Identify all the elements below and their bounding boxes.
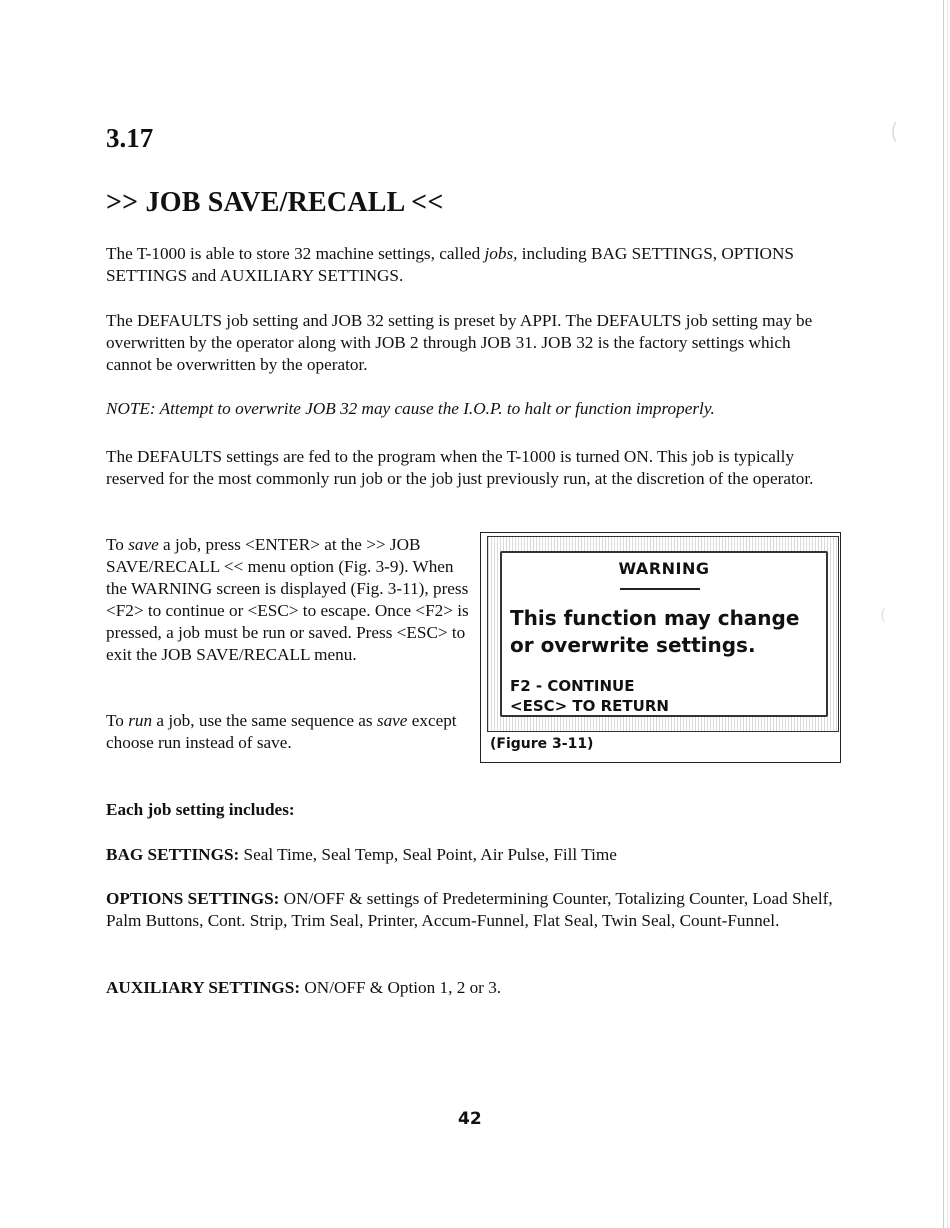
intro-text: The T-1000 is able to store 32 machine settings, called xyxy=(106,244,485,263)
run-term: run xyxy=(128,711,153,730)
includes-heading: Each job setting includes: xyxy=(106,800,295,819)
warning-title: WARNING xyxy=(618,559,710,578)
warning-screen xyxy=(487,536,839,732)
return-key-label: <ESC> TO RETURN xyxy=(510,697,669,715)
scan-mark: ( xyxy=(880,605,887,624)
intro-paragraph-1 xyxy=(106,243,836,287)
warning-screen-panel xyxy=(500,551,828,717)
intro-paragraph-3: The DEFAULTS settings are fed to the program when the T-1000 is turned ON. This job is typically reserved for the most commonly run job or the job just previously run, at the discretion of the operator. xyxy=(106,447,814,488)
save-term: save xyxy=(376,711,408,730)
section-number: 3.17 xyxy=(106,123,154,153)
warning-message: This function may change or overwrite settings. xyxy=(510,606,800,657)
run-instructions xyxy=(106,710,476,754)
figure-caption: (Figure 3-11) xyxy=(490,736,594,752)
scan-mark: ( xyxy=(890,120,899,145)
scan-edge-line xyxy=(947,0,948,1228)
intro-paragraph-2: The DEFAULTS job setting and JOB 32 setting is preset by APPI. The DEFAULTS job setting may be overwritten by the operator along with JOB 2 through JOB 31. JOB 32 is the factory settings which cannot be overwritten by the operator. xyxy=(106,311,813,374)
bag-settings-label: BAG SETTINGS: xyxy=(106,845,240,864)
auxiliary-settings-label: AUXILIARY SETTINGS: xyxy=(106,978,301,997)
bag-settings-text: Seal Time, Seal Temp, Seal Point, Air Pulse, Fill Time xyxy=(239,845,617,864)
continue-key-label: F2 - CONTINUE xyxy=(510,677,635,695)
bag-settings-paragraph xyxy=(106,844,836,866)
section-title: >> JOB SAVE/RECALL << xyxy=(106,187,444,218)
scan-edge-line xyxy=(943,0,944,1228)
options-settings-paragraph xyxy=(106,888,836,932)
save-text: a job, press <ENTER> at the >> JOB SAVE/RECALL << menu option (Fig. 3-9). When the WARNING screen is displayed (Fig. 3-11), press <F2> to continue or <ESC> to escape. Once <F2> is pressed, a job must be run or saved. Press <ESC> to exit the JOB SAVE/RECALL menu. xyxy=(106,535,469,664)
options-settings-label: OPTIONS SETTINGS: xyxy=(106,889,280,908)
jobs-term: jobs, xyxy=(484,244,518,263)
auxiliary-settings-paragraph xyxy=(106,977,836,999)
figure-3-11 xyxy=(480,532,841,763)
run-text: except choose run instead of save. xyxy=(106,711,457,752)
warning-title-rule xyxy=(620,588,700,590)
save-term: save xyxy=(128,535,159,554)
page-number: 42 xyxy=(458,1109,482,1129)
save-text: To xyxy=(106,535,129,554)
run-text: To xyxy=(106,711,129,730)
options-settings-text: ON/OFF & settings of Predetermining Counter, Totalizing Counter, Load Shelf, Palm Buttons, Cont. Strip, Trim Seal, Printer, Accum-Funnel, Flat Seal, Twin Seal, Count-Funnel. xyxy=(106,889,833,930)
save-instructions xyxy=(106,534,476,666)
intro-text: including BAG SETTINGS, OPTIONS SETTINGS and AUXILIARY SETTINGS. xyxy=(106,244,794,285)
run-text: a job, use the same sequence as xyxy=(152,711,377,730)
auxiliary-settings-text: ON/OFF & Option 1, 2 or 3. xyxy=(300,978,502,997)
note-paragraph: NOTE: Attempt to overwrite JOB 32 may cause the I.O.P. to halt or function improperly. xyxy=(106,399,715,418)
